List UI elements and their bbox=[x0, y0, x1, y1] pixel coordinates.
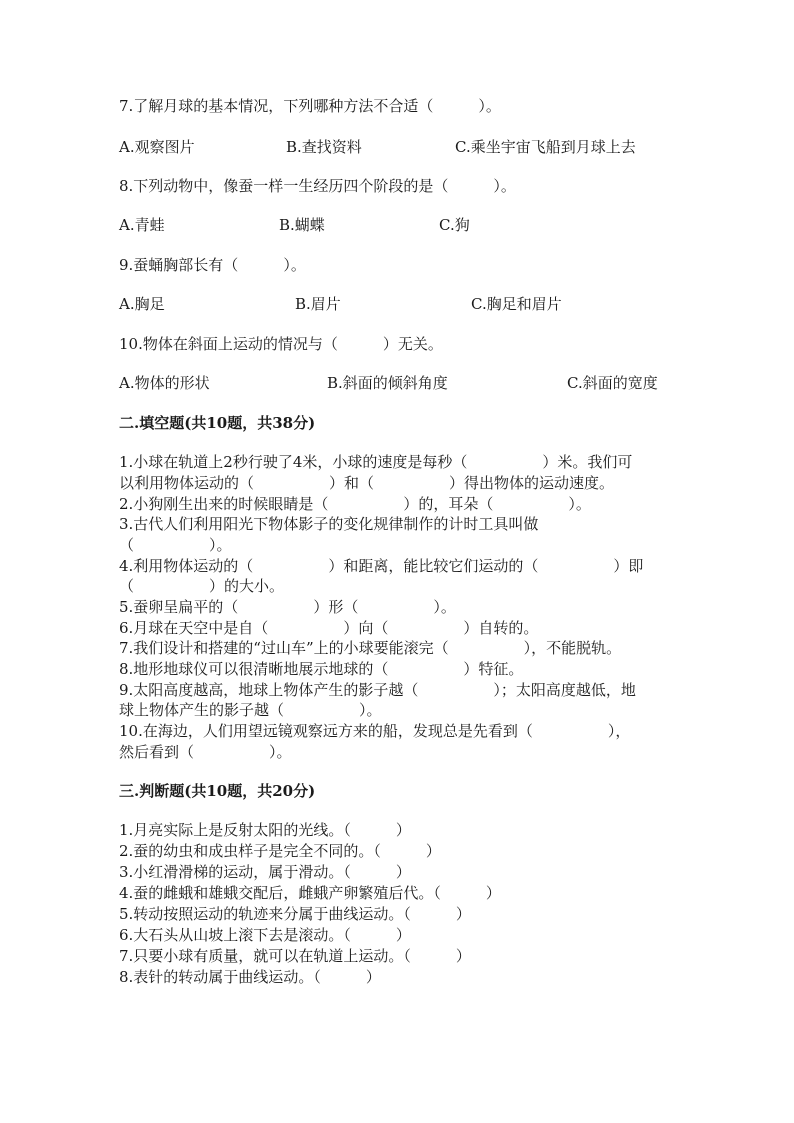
question-8: 8.下列动物中，像蚕一样一生经历四个阶段的是（ ）。 bbox=[119, 177, 516, 195]
section-title-fill-blank: 二.填空题(共10题，共38分) bbox=[119, 414, 316, 432]
q7-option-c: C.乘坐宇宙飞船到月球上去 bbox=[455, 138, 636, 156]
fill-line: 4.利用物体运动的（ ）和距离，能比较它们运动的（ ）即 bbox=[119, 557, 644, 575]
fill-line: 5.蚕卵呈扁平的（ ）形（ ）。 bbox=[119, 598, 456, 616]
fill-line: 7.我们设计和搭建的“过山车”上的小球要能滚完（ ），不能脱轨。 bbox=[119, 639, 622, 657]
fill-line: 1.小球在轨道上2秒行驶了4米，小球的速度是每秒（ ）米。我们可 bbox=[119, 453, 633, 471]
fill-line: 8.地形地球仪可以很清晰地展示地球的（ ）特征。 bbox=[119, 660, 524, 678]
fill-line: 9.太阳高度越高，地球上物体产生的影子越（ ）；太阳高度越低，地 bbox=[119, 681, 636, 699]
q8-option-a: A.青蛙 bbox=[119, 216, 165, 234]
q10-option-b: B.斜面的倾斜角度 bbox=[327, 374, 448, 392]
question-9: 9.蚕蛹胸部长有（ ）。 bbox=[119, 256, 306, 274]
fill-line: （ ）。 bbox=[119, 536, 232, 554]
section-title-judge: 三.判断题(共10题，共20分) bbox=[119, 782, 316, 800]
judge-line: 1.月亮实际上是反射太阳的光线。（ ） bbox=[119, 821, 411, 839]
judge-line: 3.小红滑滑梯的运动，属于滑动。（ ） bbox=[119, 863, 411, 881]
q7-option-a: A.观察图片 bbox=[119, 138, 195, 156]
fill-line: 以利用物体运动的（ ）和（ ）得出物体的运动速度。 bbox=[119, 474, 615, 492]
q8-option-c: C.狗 bbox=[439, 216, 470, 234]
judge-line: 7.只要小球有质量，就可以在轨道上运动。（ ） bbox=[119, 947, 471, 965]
fill-line: （ ）的大小。 bbox=[119, 577, 285, 595]
judge-line: 8.表针的转动属于曲线运动。（ ） bbox=[119, 968, 381, 986]
q9-option-a: A.胸足 bbox=[119, 295, 165, 313]
fill-line: 球上物体产生的影子越（ ）。 bbox=[119, 701, 382, 719]
q9-option-b: B.眉片 bbox=[295, 295, 341, 313]
fill-line: 10.在海边，人们用望远镜观察远方来的船，发现总是先看到（ ）， bbox=[119, 722, 631, 740]
q7-option-b: B.查找资料 bbox=[286, 138, 362, 156]
question-10: 10.物体在斜面上运动的情况与（ ）无关。 bbox=[119, 335, 443, 353]
judge-line: 6.大石头从山坡上滚下去是滚动。（ ） bbox=[119, 926, 411, 944]
judge-line: 2.蚕的幼虫和成虫样子是完全不同的。（ ） bbox=[119, 842, 441, 860]
judge-line: 5.转动按照运动的轨迹来分属于曲线运动。（ ） bbox=[119, 905, 471, 923]
judge-line: 4.蚕的雌蛾和雄蛾交配后，雌蛾产卵繁殖后代。（ ） bbox=[119, 884, 501, 902]
fill-line: 3.古代人们利用阳光下物体影子的变化规律制作的计时工具叫做 bbox=[119, 515, 539, 533]
q9-option-c: C.胸足和眉片 bbox=[471, 295, 562, 313]
fill-line: 然后看到（ ）。 bbox=[119, 743, 292, 761]
q10-option-a: A.物体的形状 bbox=[119, 374, 210, 392]
q8-option-b: B.蝴蝶 bbox=[279, 216, 325, 234]
q10-option-c: C.斜面的宽度 bbox=[567, 374, 658, 392]
question-7: 7.了解月球的基本情况，下列哪种方法不合适（ ）。 bbox=[119, 97, 501, 115]
fill-line: 6.月球在天空中是自（ ）向（ ）自转的。 bbox=[119, 619, 539, 637]
fill-line: 2.小狗刚生出来的时候眼睛是（ ）的，耳朵（ ）。 bbox=[119, 495, 591, 513]
